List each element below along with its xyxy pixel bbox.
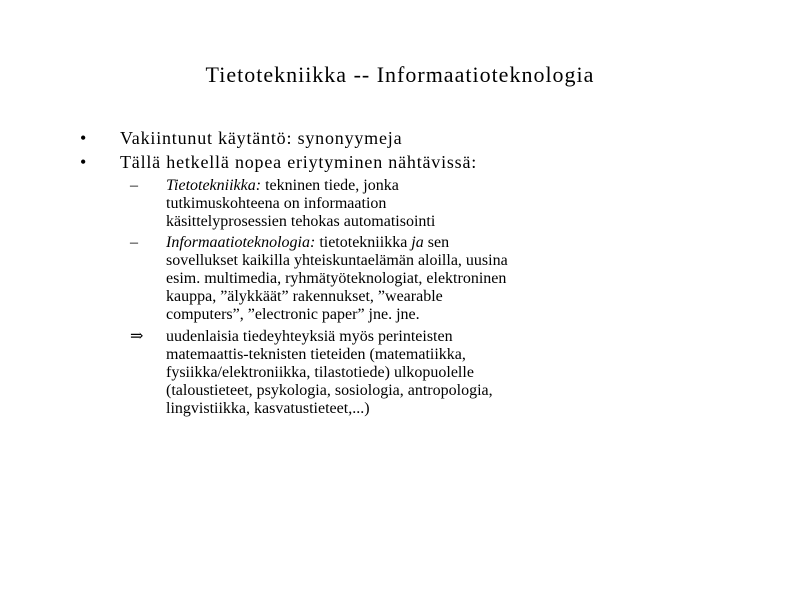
sub-item-line: esim. multimedia, ryhmätyöteknologiat, elektroninen: [166, 270, 507, 287]
implies-arrow-icon: ⇒: [130, 328, 144, 345]
sub-item-line: (taloustieteet, psykologia, sosiologia, antropologia,: [166, 382, 493, 399]
sub-item-line: tekninen tiede, jonka: [265, 177, 399, 194]
bullet-text: Vakiintunut käytäntö: synonyymeja: [120, 128, 403, 148]
sub-item-line: sen: [427, 234, 450, 251]
sub-item-line: kauppa, ”älykkäät” rakennukset, ”wearable: [166, 288, 443, 305]
dash-icon: –: [130, 177, 138, 194]
sub-item-line: fysiikka/elektroniikka, tilastotiede) ulkopuolelle: [166, 364, 474, 381]
sub-item-line: tutkimuskohteena on informaation: [166, 195, 387, 212]
bullet-icon: •: [80, 128, 88, 148]
emphasis-text: ja: [411, 234, 424, 251]
slide-title: Tietotekniikka -- Informaatioteknologia: [205, 62, 595, 87]
sub-item-line: lingvistiikka, kasvatustieteet,...): [166, 400, 370, 417]
sub-item-line: tietotekniikka: [319, 234, 408, 251]
dash-icon: –: [130, 234, 138, 251]
sub-item-line: computers”, ”electronic paper” jne. jne.: [166, 306, 420, 323]
sub-item-line: uudenlaisia tiedeyhteyksiä myös perinteisten: [166, 328, 453, 345]
sub-item-line: sovellukset kaikilla yhteiskuntaelämän aloilla, uusina: [166, 252, 508, 269]
sub-item-line: matemaattis-teknisten tieteiden (matematiikka,: [166, 346, 466, 363]
bullet-text: Tällä hetkellä nopea eriytyminen nähtävissä:: [120, 152, 478, 172]
term-label: Tietotekniikka:: [166, 177, 262, 194]
term-label: Informaatioteknologia:: [166, 234, 316, 251]
sub-item-line: käsittelyprosessien tehokas automatisointi: [166, 213, 436, 230]
bullet-icon: •: [80, 152, 88, 172]
